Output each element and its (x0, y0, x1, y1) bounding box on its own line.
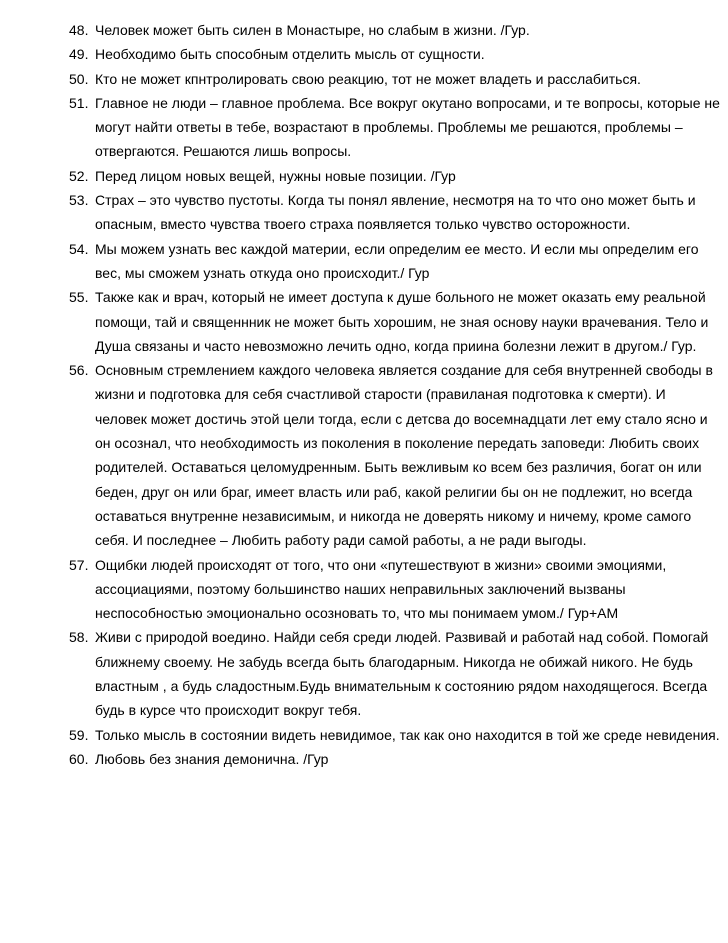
item-number: 57. (69, 556, 89, 573)
item-number: 50. (69, 70, 89, 87)
item-text: Основным стремлением каждого человека является создание для себя внутренней свободы в жизни и подготовка для себя счастливой старости (правиланая подготовка к смерти). И человек может достичь этой цели тогда, если с детсва до восемнадцати лет ему стало ясно и он осознал, что необходимость из поколения в поколение передать заповеди: Любить своих родителей. Оставаться целомудренным. Быть вежливым ко всем без различия, богат он или беден, друг он или браг, имеет власть или раб, какой религии бы он не подлежит, но всегда оставаться внутренне независимым, и никогда не доверять никому и ничему, кроме самого себя. И последнее – Любить работу ради самой работы, а не ради выгоды. (95, 362, 717, 549)
list-item (69, 188, 721, 237)
item-number: 60. (69, 750, 89, 767)
list-item (69, 18, 721, 42)
item-text: Живи с природой воедино. Найди себя среди людей. Развивай и работай над собой. Помогай ближнему своему. Не забудь всегда быть благодарным. Никогда не обижай никого. Не будь властным , а будь сладостным.Будь внимательным к состоянию рядом находящегося. Всегда будь в курсе что происходит вокруг тебя. (95, 629, 713, 719)
item-text: Также как и врач, который не имеет доступа к душе больного не может оказать ему реальной помощи, тай и священнник не может быть хорошим, не зная основу науки врачевания. Тело и Душа связаны и часто невозможно лечить одно, когда приина болезни лежит в другом./ Гур. (95, 289, 713, 354)
list-item (69, 91, 724, 164)
item-text: Необходимо быть способным отделить мысль от сущности. (95, 46, 485, 63)
item-number: 56. (69, 362, 89, 379)
item-text: Главное не люди – главное проблема. Все вокруг окутано вопросами, и те вопросы, которые не могут найти ответы в тебе, возрастают в проблемы. Проблемы ме решаются, проблемы – отвергаются. Решаются лишь вопросы. (95, 94, 724, 160)
list-item (69, 625, 721, 722)
list-item (69, 747, 721, 771)
list-item (69, 237, 721, 286)
item-number: 49. (69, 46, 89, 63)
list-item (69, 358, 721, 552)
item-number: 51. (69, 94, 89, 111)
aphorism-list (69, 18, 724, 771)
item-number: 55. (69, 289, 89, 306)
item-number: 58. (69, 629, 89, 646)
item-text: Перед лицом новых вещей, нужны новые позиции. /Гур (95, 167, 456, 184)
item-number: 52. (69, 167, 89, 184)
item-text: Любовь без знания демонична. /Гур (95, 750, 329, 767)
item-text: Человек может быть силен в Монастыре, но слабым в жизни. /Гур. (95, 22, 530, 38)
item-text: Кто не может кпнтролировать свою реакцию, тот не может владеть и расслабиться. (95, 70, 641, 87)
item-number: 59. (69, 726, 89, 743)
item-number: 53. (69, 192, 89, 209)
item-text: Ощибки людей происходят от того, что они «путешествуют в жизни» своими эмоциями, ассоциациями, поэтому большинство наших неправильных заключений вызваны неспособностью эмоционально осозновать то, что мы понимаем умом./ Гур+АМ (95, 556, 671, 622)
item-number: 48. (69, 22, 89, 38)
list-item (69, 553, 721, 626)
item-text: Мы можем узнать вес каждой материи, если определим ее место. И если мы определим его вес, мы сможем узнать откуда оно происходит./ Гур (95, 240, 703, 281)
item-number: 54. (69, 240, 89, 257)
list-item (69, 164, 721, 188)
list-item (69, 67, 721, 91)
list-item (69, 723, 721, 747)
item-text: Только мысль в состоянии видеть невидимое, так как оно находится в той же среде невидения. (95, 726, 720, 743)
list-item (69, 42, 721, 66)
list-item (69, 285, 721, 358)
item-text: Страх – это чувство пустоты. Когда ты понял явление, несмотря на то что оно может быть и опасным, вместо чувства твоего страха появляется только чувство осторожности. (95, 192, 700, 233)
